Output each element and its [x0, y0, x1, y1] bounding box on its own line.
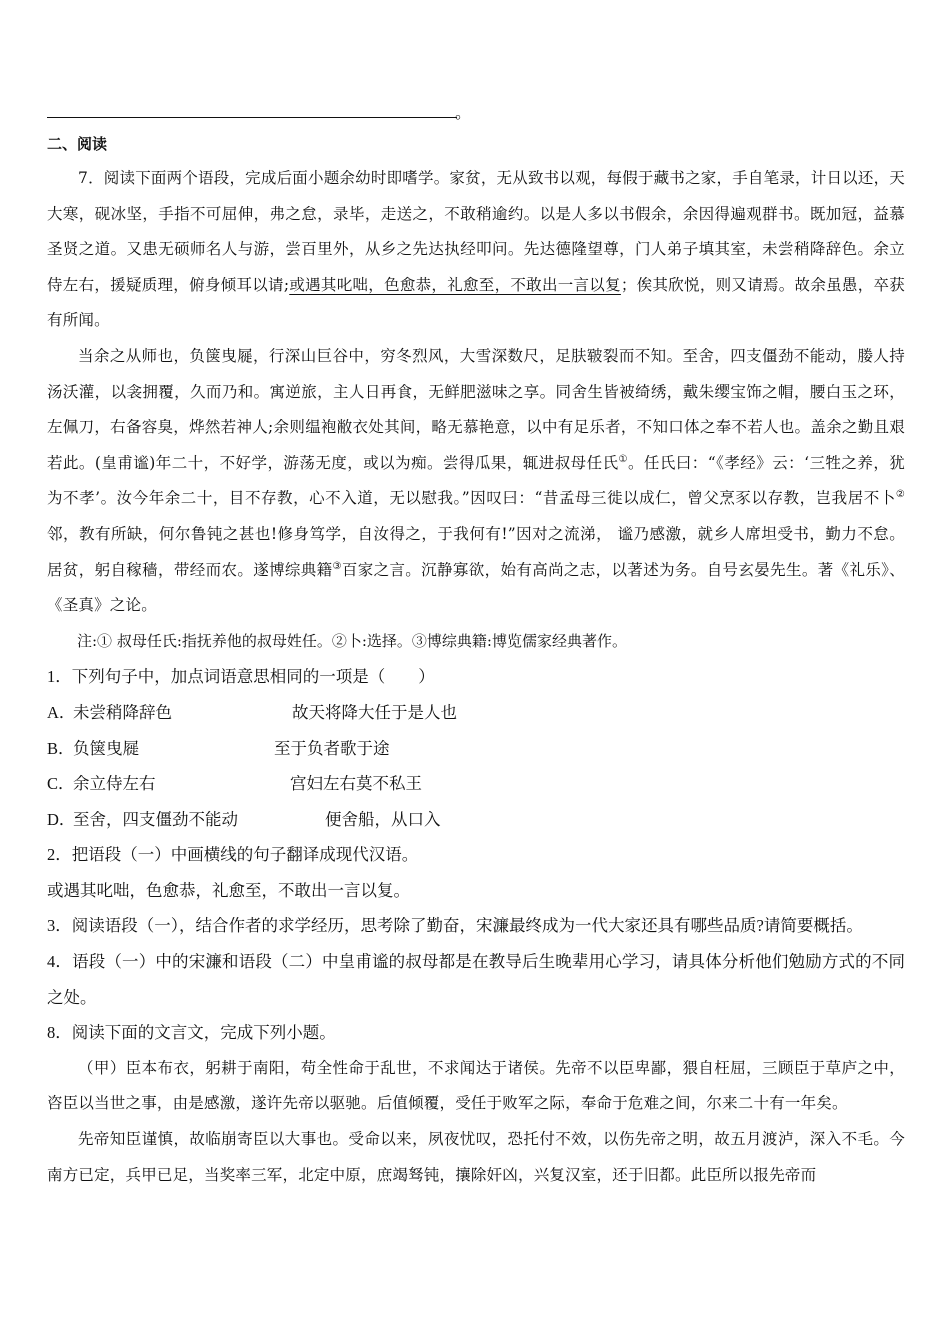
option-a[interactable] [47, 695, 905, 731]
q7-passage-paragraph-1 [47, 161, 905, 339]
option-left-text: 负箧曳屣 [73, 738, 139, 758]
q8-passage-paragraph-1: （甲）臣本布衣，躬耕于南阳，苟全性命于乱世，不求闻达于诸侯。先帝不以臣卑鄙，猥自枉屈，三顾臣于草庐之中，咨臣以当世之事，由是感激，遂许先帝以驱驰。后值倾覆，受任于败军之际，奉命于危难之间，尔来二十有一年矣。 [47, 1058, 905, 1113]
question-2-sentence: 或遇其叱咄，色愈恭，礼愈至，不敢出一言以复。 [47, 880, 410, 900]
q7-text: 邻，教有所缺，何尔鲁钝之甚也!修身笃学，自汝得之，于我何有!”因对之流涕， 谧乃感激，就乡人席坦受书，勤力不怠。居贫，躬自稼穑，带经而农。遂博综典籍 [47, 524, 905, 579]
q7-passage-paragraph-2 [47, 339, 905, 624]
answer-line-period: 。 [455, 103, 472, 122]
question-2: 2．把语段（一）中画横线的句子翻译成现代汉语。 [47, 845, 419, 865]
option-c[interactable] [47, 766, 905, 802]
option-letter: D． [47, 809, 76, 829]
q7-text: 当余之从师也，负箧曳屣，行深山巨谷中，穷冬烈风，大雪深数尺，足肤皲裂而不知。至舍，四支僵劲不能动，媵人持汤沃灌，以衾拥覆，久而乃和。寓逆旅，主人日再食，无鲜肥滋味之享。同舍生皆被绮绣，戴朱缨宝饰之帽，腰白玉之环，左佩刀，右备容臭，烨然若神人;余则缊袍敝衣处其间，略无慕艳意，以中有足乐者，不知口体之奉不若人也。盖余之勤且艰若此。(皇甫谧)年二十，不好学，游荡无度，或以为痴。尝得瓜果，辄进叔母任氏 [47, 346, 905, 472]
underlined-sentence: 或遇其叱咄，色愈恭，礼愈至，不敢出一言以复 [289, 275, 621, 294]
q8-passage-paragraph-2: 先帝知臣谨慎，故临崩寄臣以大事也。受命以来，夙夜忧叹，恐托付不效，以伤先帝之明，故五月渡泸，深入不毛。今南方已定，兵甲已足，当奖率三军，北定中原，庶竭驽钝，攘除奸凶，兴复汉室，还于旧都。此臣所以报先帝而 [47, 1130, 905, 1184]
document-content [47, 133, 905, 1193]
q7-text: 百家之言。沉静寡欲，始有高尚之志，以著述为务。自号玄晏先生。著《礼乐》、《圣真》之论。 [47, 560, 905, 615]
option-b[interactable] [47, 731, 905, 767]
section-heading: 二、阅读 [47, 135, 108, 153]
option-right-text: 便舍船，从口入 [325, 809, 441, 829]
footnote-mark-3: ③ [332, 560, 342, 572]
option-right-text: 故天将降大任于是人也 [292, 702, 457, 722]
question-8-heading: 8．阅读下面的文言文，完成下列小题。 [47, 1023, 336, 1043]
footnote-mark-2: ② [895, 489, 905, 501]
question-4: 4．语段（一）中的宋濂和语段（二）中皇甫谧的叔母都是在教导后生晚辈用心学习，请具体分析他们勉励方式的不同之处。 [47, 952, 905, 1007]
q7-text: ；俟其欣悦，则又请焉。故余虽愚，卒获有所闻。 [47, 275, 905, 330]
option-letter: C． [47, 774, 75, 794]
question-3: 3．阅读语段（一），结合作者的求学经历，思考除了勤奋，宋濂最终成为一代大家还具有哪些品质?请简要概括。 [47, 916, 863, 936]
q7-text: 。任氏曰：“《孝经》云：‘三牲之养，犹为不孝’。汝今年余二十，目不存教，心不入道，无以慰我。”因叹曰：“昔孟母三徙以成仁，曾父烹豕以存教，岂我居不卜 [47, 453, 906, 508]
option-left-text: 至舍，四支僵劲不能动 [73, 809, 238, 829]
option-left-text: 未尝稍降辞色 [73, 702, 172, 722]
option-letter: A． [47, 702, 76, 722]
q7-text: 7．阅读下面两个语段，完成后面小题余幼时即嗜学。家贫，无从致书以观，每假于藏书之家，手自笔录，计日以还，天大寒，砚冰坚，手指不可屈伸，弗之怠，录毕，走送之，不敢稍逾约。以是人多以书假余，余因得遍观群书。既加冠，益慕圣贤之道。又患无硕师名人与游，尝百里外，从乡之先达执经叩问。先达德隆望尊，门人弟子填其室，未尝稍降辞色。余立侍左右，援疑质理，俯身倾耳以请; [47, 169, 905, 294]
question-1: 1．下列句子中，加点词语意思相同的一项是（ ） [47, 667, 435, 687]
answer-blank-line[interactable] [47, 117, 457, 118]
q7-annotation-note: 注:① 叔母任氏:指抚养他的叔母姓任。②卜:选择。③博综典籍:博览儒家经典著作。 [77, 631, 627, 650]
footnote-mark-1: ① [618, 453, 628, 465]
option-right-text: 至于负者歌于途 [274, 738, 390, 758]
option-d[interactable] [47, 802, 905, 838]
option-right-text: 宫妇左右莫不私王 [290, 774, 422, 794]
option-left-text: 余立侍左右 [73, 774, 156, 794]
option-letter: B． [47, 738, 75, 758]
